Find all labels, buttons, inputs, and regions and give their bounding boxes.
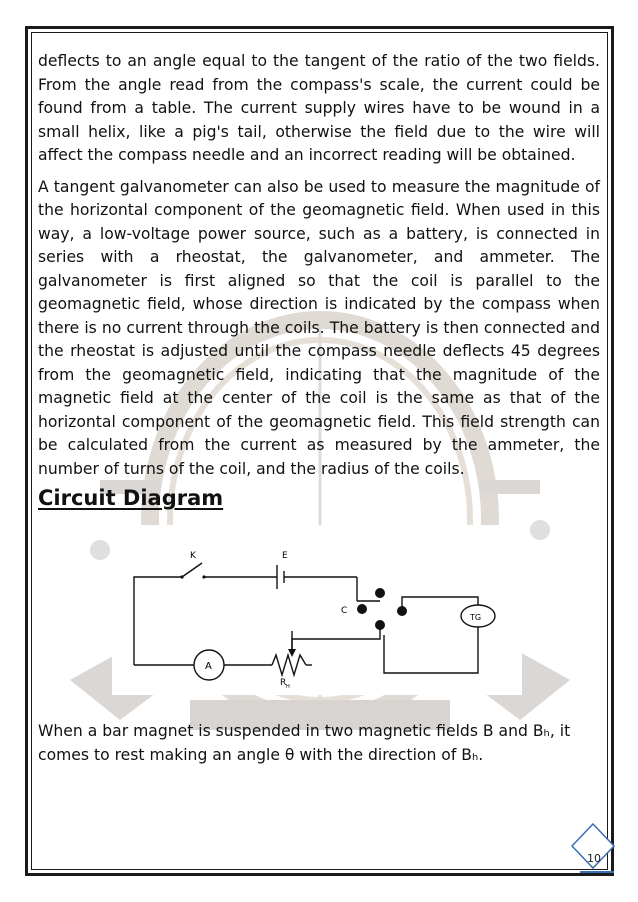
battery-label: E — [282, 551, 288, 561]
body-text — [38, 50, 600, 481]
key-contact-left — [180, 575, 183, 578]
section-heading: Circuit Diagram — [38, 486, 224, 510]
wire-commutator-rheostat — [292, 625, 380, 655]
rheostat-subscript: H — [286, 684, 290, 690]
wire-left — [134, 577, 182, 665]
commutator-terminal-bottom — [375, 620, 385, 630]
galvanometer-label: TG — [470, 613, 482, 622]
wire-tg-commutator-bottom — [384, 625, 478, 673]
rheostat-label: R — [280, 678, 287, 688]
paragraph-geomagnetic-measurement: A tangent galvanometer can also be used to measure the magnitude of the horizontal component of the geomagnetic field. When used in this way, a low-voltage power source, such as a battery, is connected in series with a rheostat, the galvanometer, and ammeter. The galvanometer is first aligned so that the coil is parallel to the geomagnetic field, whose direction is indicated by the compass when there is no current through the coils. The battery is then connected and the rheostat is adjusted until the compass needle deflects 45 degrees from the geomagnetic field, indicating that the magnitude of the magnetic field at the center of the coil is the same as that of the horizontal component of the geomagnetic field. This field strength can be calculated from the current as measured by the ammeter, the number of turns of the coil, and the radius of the coils. — [38, 177, 600, 478]
key-contact-right — [202, 575, 205, 578]
commutator-label: C — [341, 606, 348, 616]
key-label: K — [190, 551, 196, 561]
commutator-terminal-top — [375, 588, 385, 598]
circuit-diagram — [112, 525, 522, 695]
paragraph-tangent-deflection: deflects to an angle equal to the tangent of the ratio of the two fields. From the angle read from the compass's scale, the current could be found from a table. The current supply wires have to be wound in a small helix, like a pig's tail, otherwise the field due to the wire will affect the compass needle and an incorrect reading will be obtained. — [38, 52, 600, 164]
circuit-diagram-svg — [112, 525, 522, 695]
page-number-badge-icon — [570, 822, 616, 874]
commutator-terminal-left — [357, 604, 367, 614]
commutator-terminal-right — [397, 606, 407, 616]
ammeter-label: A — [205, 661, 212, 672]
paragraph-bar-magnet: When a bar magnet is suspended in two magnetic fields B and Bₕ, it comes to rest making an angle θ with the direction of Bₕ. — [38, 722, 571, 764]
rheostat-arrow-icon — [288, 649, 296, 657]
rheostat-zigzag — [272, 655, 306, 675]
key-switch-lever — [182, 563, 202, 577]
page-number: 10 — [587, 852, 601, 865]
